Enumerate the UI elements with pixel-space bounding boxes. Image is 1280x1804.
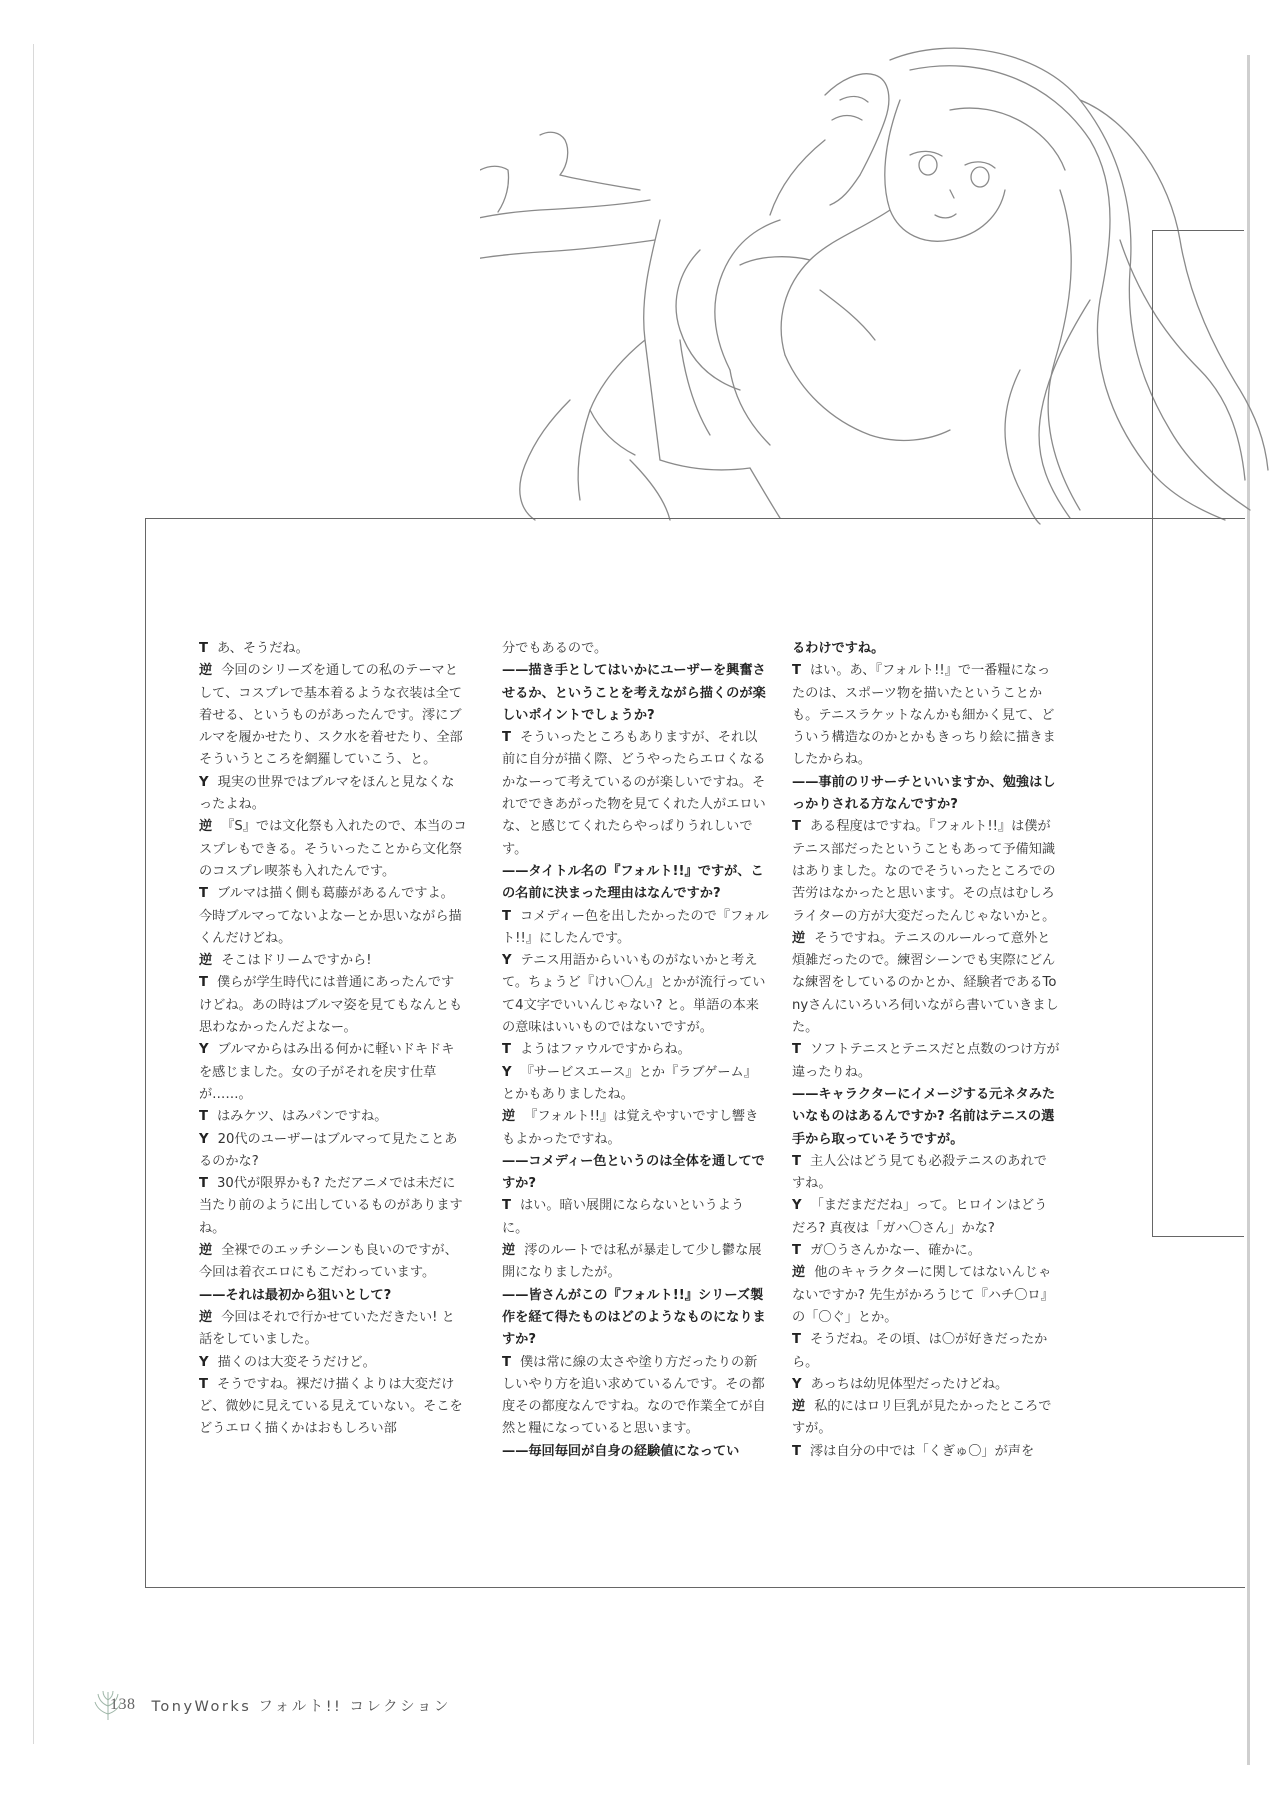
- dialogue-text: あ、そうだね。: [217, 641, 309, 656]
- speaker-tag: 逆: [199, 953, 213, 969]
- dialogue-line: [792, 1329, 1060, 1374]
- question-text: ——それは最初から狙いとして?: [199, 1287, 392, 1303]
- interviewer-question: [502, 861, 770, 906]
- dialogue-line: [502, 950, 770, 1039]
- dialogue-text: 澪のルートでは私が暴走して少し鬱な展開になりましたが。: [502, 1243, 762, 1281]
- interviewer-question: [502, 1151, 770, 1196]
- interviewer-question: [792, 772, 1060, 817]
- speaker-tag: 逆: [502, 1109, 516, 1125]
- dialogue-line: [502, 1106, 770, 1151]
- dialogue-text: 『サービスエース』とか『ラブゲーム』とかもありましたね。: [502, 1064, 757, 1102]
- dialogue-line: [792, 1374, 1060, 1396]
- interviewer-question: [502, 660, 770, 727]
- question-text: ——タイトル名の『フォルト!!』ですが、この名前に決まった理由はなんですか?: [502, 863, 764, 902]
- dialogue-line: [792, 660, 1060, 771]
- dialogue-text: はい。暗い展開にならないというように。: [502, 1198, 745, 1236]
- dialogue-text: ガ〇うさんかなー、確かに。: [810, 1243, 981, 1259]
- dialogue-text: 私的にはロリ巨乳が見たかったところですが。: [792, 1399, 1052, 1437]
- question-text: ——描き手としてはいかにユーザーを興奮させるか、ということを考えながら描くのが楽しいポイントでしょうか?: [502, 663, 766, 723]
- dialogue-text: そうだね。その頃、は〇が好きだったから。: [792, 1332, 1048, 1370]
- dialogue-text: 『フォルト!!』は覚えやすいですし響きもよかったですね。: [502, 1109, 759, 1147]
- dialogue-text: そうですね。裸だけ描くよりは大変だけど、微妙に見えている見えていない。そこをどうエロく描くかはおもしろい部: [199, 1376, 463, 1437]
- speaker-tag: Y: [199, 774, 209, 790]
- speaker-tag: T: [792, 1042, 801, 1058]
- speaker-tag: 逆: [502, 1243, 516, 1259]
- dialogue-text: テニス用語からいいものがないかと考えて。ちょうど『けい〇ん』とかが流行っていて4文字でいいんじゃない? と。単語の本来の意味はいいものではないですが。: [502, 953, 766, 1036]
- dialogue-text: 20代のユーザーはブルマって見たことあるのかな?: [199, 1131, 458, 1169]
- speaker-tag: Y: [199, 1354, 209, 1370]
- dialogue-text: ある程度はですね。『フォルト!!』は僕がテニス部だったということもあって予備知識はありました。なのでそういったところでの苦労はなかったと思います。その点はむしろライターの方が大変だったんじゃないかと。: [792, 819, 1056, 924]
- speaker-tag: Y: [199, 1131, 209, 1147]
- dialogue-text: 主人公はどう見ても必殺テニスのあれですね。: [792, 1153, 1047, 1192]
- speaker-tag: Y: [502, 1064, 512, 1080]
- speaker-tag: T: [502, 1042, 511, 1058]
- interviewer-question: [792, 1084, 1060, 1151]
- speaker-tag: Y: [792, 1198, 802, 1214]
- question-text: ——事前のリサーチといいますか、勉強はしっかりされる方なんですか?: [792, 774, 1056, 813]
- dialogue-text: そこはドリームですから!: [221, 953, 372, 969]
- dialogue-text: 全裸でのエッチシーンも良いのですが、今回は着衣エロにもこだわっています。: [199, 1243, 458, 1281]
- speaker-tag: T: [199, 641, 208, 656]
- dialogue-line: [792, 1262, 1060, 1329]
- interview-column-3: [792, 638, 1060, 1463]
- dialogue-line: [792, 1396, 1060, 1441]
- dialogue-line: [502, 727, 770, 861]
- dialogue-text: 分でもあるので。: [502, 641, 608, 656]
- dialogue-line: [199, 950, 467, 972]
- dialogue-text: はみケツ、はみパンですね。: [217, 1109, 388, 1125]
- dialogue-line: [199, 972, 467, 1039]
- speaker-tag: 逆: [792, 930, 806, 946]
- page-edge-line: [33, 44, 34, 1744]
- dialogue-text: ブルマからはみ出る何かに軽いドキドキを感じました。女の子がそれを戻す仕草が……。: [199, 1042, 455, 1102]
- dialogue-line: [199, 1129, 467, 1174]
- dialogue-line: [792, 1240, 1060, 1262]
- speaker-tag: T: [792, 663, 801, 679]
- dialogue-text: 他のキャラクターに関してはないんじゃないですか? 先生がかろうじて『ハチ〇ロ』の「〇ぐ」とか。: [792, 1265, 1054, 1325]
- speaker-tag: T: [502, 1198, 511, 1214]
- dialogue-line: [502, 1195, 770, 1240]
- dialogue-text: 今回はそれで行かせていただきたい! と話をしていました。: [199, 1309, 455, 1348]
- dialogue-text: ブルマは描く側も葛藤があるんですよ。今時ブルマってないよなーとか思いながら描くんだけどね。: [199, 886, 462, 946]
- dialogue-text: はい。あ、『フォルト!!』で一番糧になったのは、スポーツ物を描いたということかも。テニスラケットなんかも細かく見て、どういう構造なのかとかもきっちり絵に描きましたからね。: [792, 663, 1056, 768]
- speaker-tag: 逆: [199, 1243, 213, 1259]
- dialogue-text: 『S』では文化祭も入れたので、本当のコスプレもできる。そういったことから文化祭のコスプレ喫茶も入れたんです。: [199, 819, 467, 879]
- dialogue-line: [792, 816, 1060, 927]
- dialogue-line: [199, 816, 467, 883]
- speaker-tag: Y: [199, 1042, 209, 1058]
- speaker-tag: Y: [792, 1376, 802, 1392]
- dialogue-line: [199, 1039, 467, 1106]
- dialogue-line: [199, 883, 467, 950]
- dialogue-text: コメディー色を出したかったので『フォルト!!』にしたんです。: [502, 908, 769, 946]
- speaker-tag: T: [792, 1153, 801, 1169]
- speaker-tag: T: [502, 730, 511, 746]
- speaker-tag: T: [199, 886, 208, 902]
- dialogue-line: [502, 1039, 770, 1061]
- dialogue-line: [502, 1062, 770, 1107]
- page-number: 138: [110, 1696, 136, 1713]
- interviewer-question: [792, 638, 1060, 660]
- dialogue-line: [792, 1195, 1060, 1240]
- speaker-tag: T: [792, 1443, 801, 1459]
- dialogue-line: [199, 1374, 467, 1441]
- illustration-frame: [1152, 230, 1244, 1237]
- dialogue-line: [199, 772, 467, 817]
- speaker-tag: Y: [502, 953, 512, 969]
- dialogue-line: [199, 660, 467, 771]
- interviewer-question: [199, 1285, 467, 1307]
- interviewer-question: [502, 1285, 770, 1352]
- dialogue-line: [502, 1352, 770, 1441]
- speaker-tag: T: [792, 1332, 801, 1348]
- dialogue-text: 今回のシリーズを通しての私のテーマとして、コスプレで基本着るような衣装は全て着せる、というものがあったんです。澪にブルマを履かせたり、スク水を着せたり、全部そういうところを網羅していこう、と。: [199, 663, 463, 768]
- speaker-tag: T: [199, 1109, 208, 1125]
- dialogue-text: 30代が限界かも? ただアニメでは未だに当たり前のように出しているものがありますね。: [199, 1176, 463, 1236]
- question-text: るわけですね。: [792, 641, 885, 656]
- interview-column-1: [199, 638, 467, 1441]
- dialogue-text: 描くのは大変そうだけど。: [217, 1354, 376, 1370]
- speaker-tag: T: [792, 1243, 801, 1259]
- dialogue-line: [199, 1240, 467, 1285]
- question-text: ——毎回毎回が自身の経験値になってい: [502, 1443, 740, 1459]
- book-title: TonyWorks フォルト!! コレクション: [151, 1698, 451, 1715]
- dialogue-line: [502, 638, 770, 660]
- dialogue-line: [199, 1352, 467, 1374]
- dialogue-line: [199, 1173, 467, 1240]
- dialogue-text: ソフトテニスとテニスだと点数のつけ方が違ったりね。: [792, 1042, 1060, 1080]
- dialogue-line: [792, 1039, 1060, 1084]
- page-footer: [92, 1688, 451, 1722]
- speaker-tag: 逆: [199, 663, 213, 679]
- speaker-tag: 逆: [792, 1265, 806, 1281]
- dialogue-text: そうですね。テニスのルールって意外と煩雑だったので。練習シーンでも実際にどんな練習をしているのかとか、経験者であるTonyさんにいろいろ伺いながら書いていきました。: [792, 930, 1059, 1036]
- dialogue-text: 澪は自分の中では「くぎゅ〇」が声を: [810, 1443, 1035, 1459]
- dialogue-line: [502, 906, 770, 951]
- question-text: ——皆さんがこの『フォルト!!』シリーズ製作を経て得たものはどのようなものになりますか?: [502, 1287, 766, 1348]
- speaker-tag: T: [792, 819, 801, 835]
- dialogue-text: 「まだまだだね」って。ヒロインはどうだろ? 真夜は「ガハ〇さん」かな?: [792, 1198, 1048, 1236]
- speaker-tag: 逆: [199, 1309, 213, 1325]
- dialogue-text: 僕は常に線の太さや塗り方だったりの新しいやり方を追い求めているんです。その都度その都度なんですね。なので作業全てが自然と糧になっていると思います。: [502, 1354, 766, 1437]
- speaker-tag: 逆: [199, 819, 213, 835]
- dialogue-line: [199, 1106, 467, 1128]
- dialogue-line: [199, 1307, 467, 1352]
- dialogue-text: ようはファウルですからね。: [520, 1042, 691, 1058]
- speaker-tag: T: [502, 1354, 511, 1370]
- speaker-tag: T: [502, 908, 511, 924]
- dialogue-text: 現実の世界ではブルマをほんと見なくなったよね。: [199, 774, 455, 813]
- dialogue-text: そういったところもありますが、それ以前に自分が描く際、どうやったらエロくなるかなーって考えているのが楽しいですね。それでできあがった物を見てくれた人がエロいな、と感じてくれたらやっぱりうれしいです。: [502, 730, 766, 857]
- dialogue-line: [792, 1441, 1060, 1463]
- dialogue-text: あっちは幼児体型だったけどね。: [810, 1376, 1009, 1392]
- interview-column-2: [502, 638, 770, 1463]
- dialogue-line: [199, 638, 467, 660]
- dialogue-text: 僕らが学生時代には普通にあったんですけどね。あの時はブルマ姿を見てもなんとも思わなかったんだよなー。: [199, 975, 463, 1036]
- speaker-tag: T: [199, 975, 208, 991]
- dialogue-line: [502, 1240, 770, 1285]
- question-text: ——コメディー色というのは全体を通してですか?: [502, 1153, 765, 1192]
- speaker-tag: T: [199, 1376, 208, 1392]
- interviewer-question: [502, 1441, 770, 1463]
- speaker-tag: 逆: [792, 1399, 806, 1415]
- speaker-tag: T: [199, 1176, 208, 1192]
- question-text: ——キャラクターにイメージする元ネタみたいなものはあるんですか? 名前はテニスの選手から取っていそうですが。: [792, 1086, 1056, 1147]
- dialogue-line: [792, 1151, 1060, 1196]
- dialogue-line: [792, 928, 1060, 1039]
